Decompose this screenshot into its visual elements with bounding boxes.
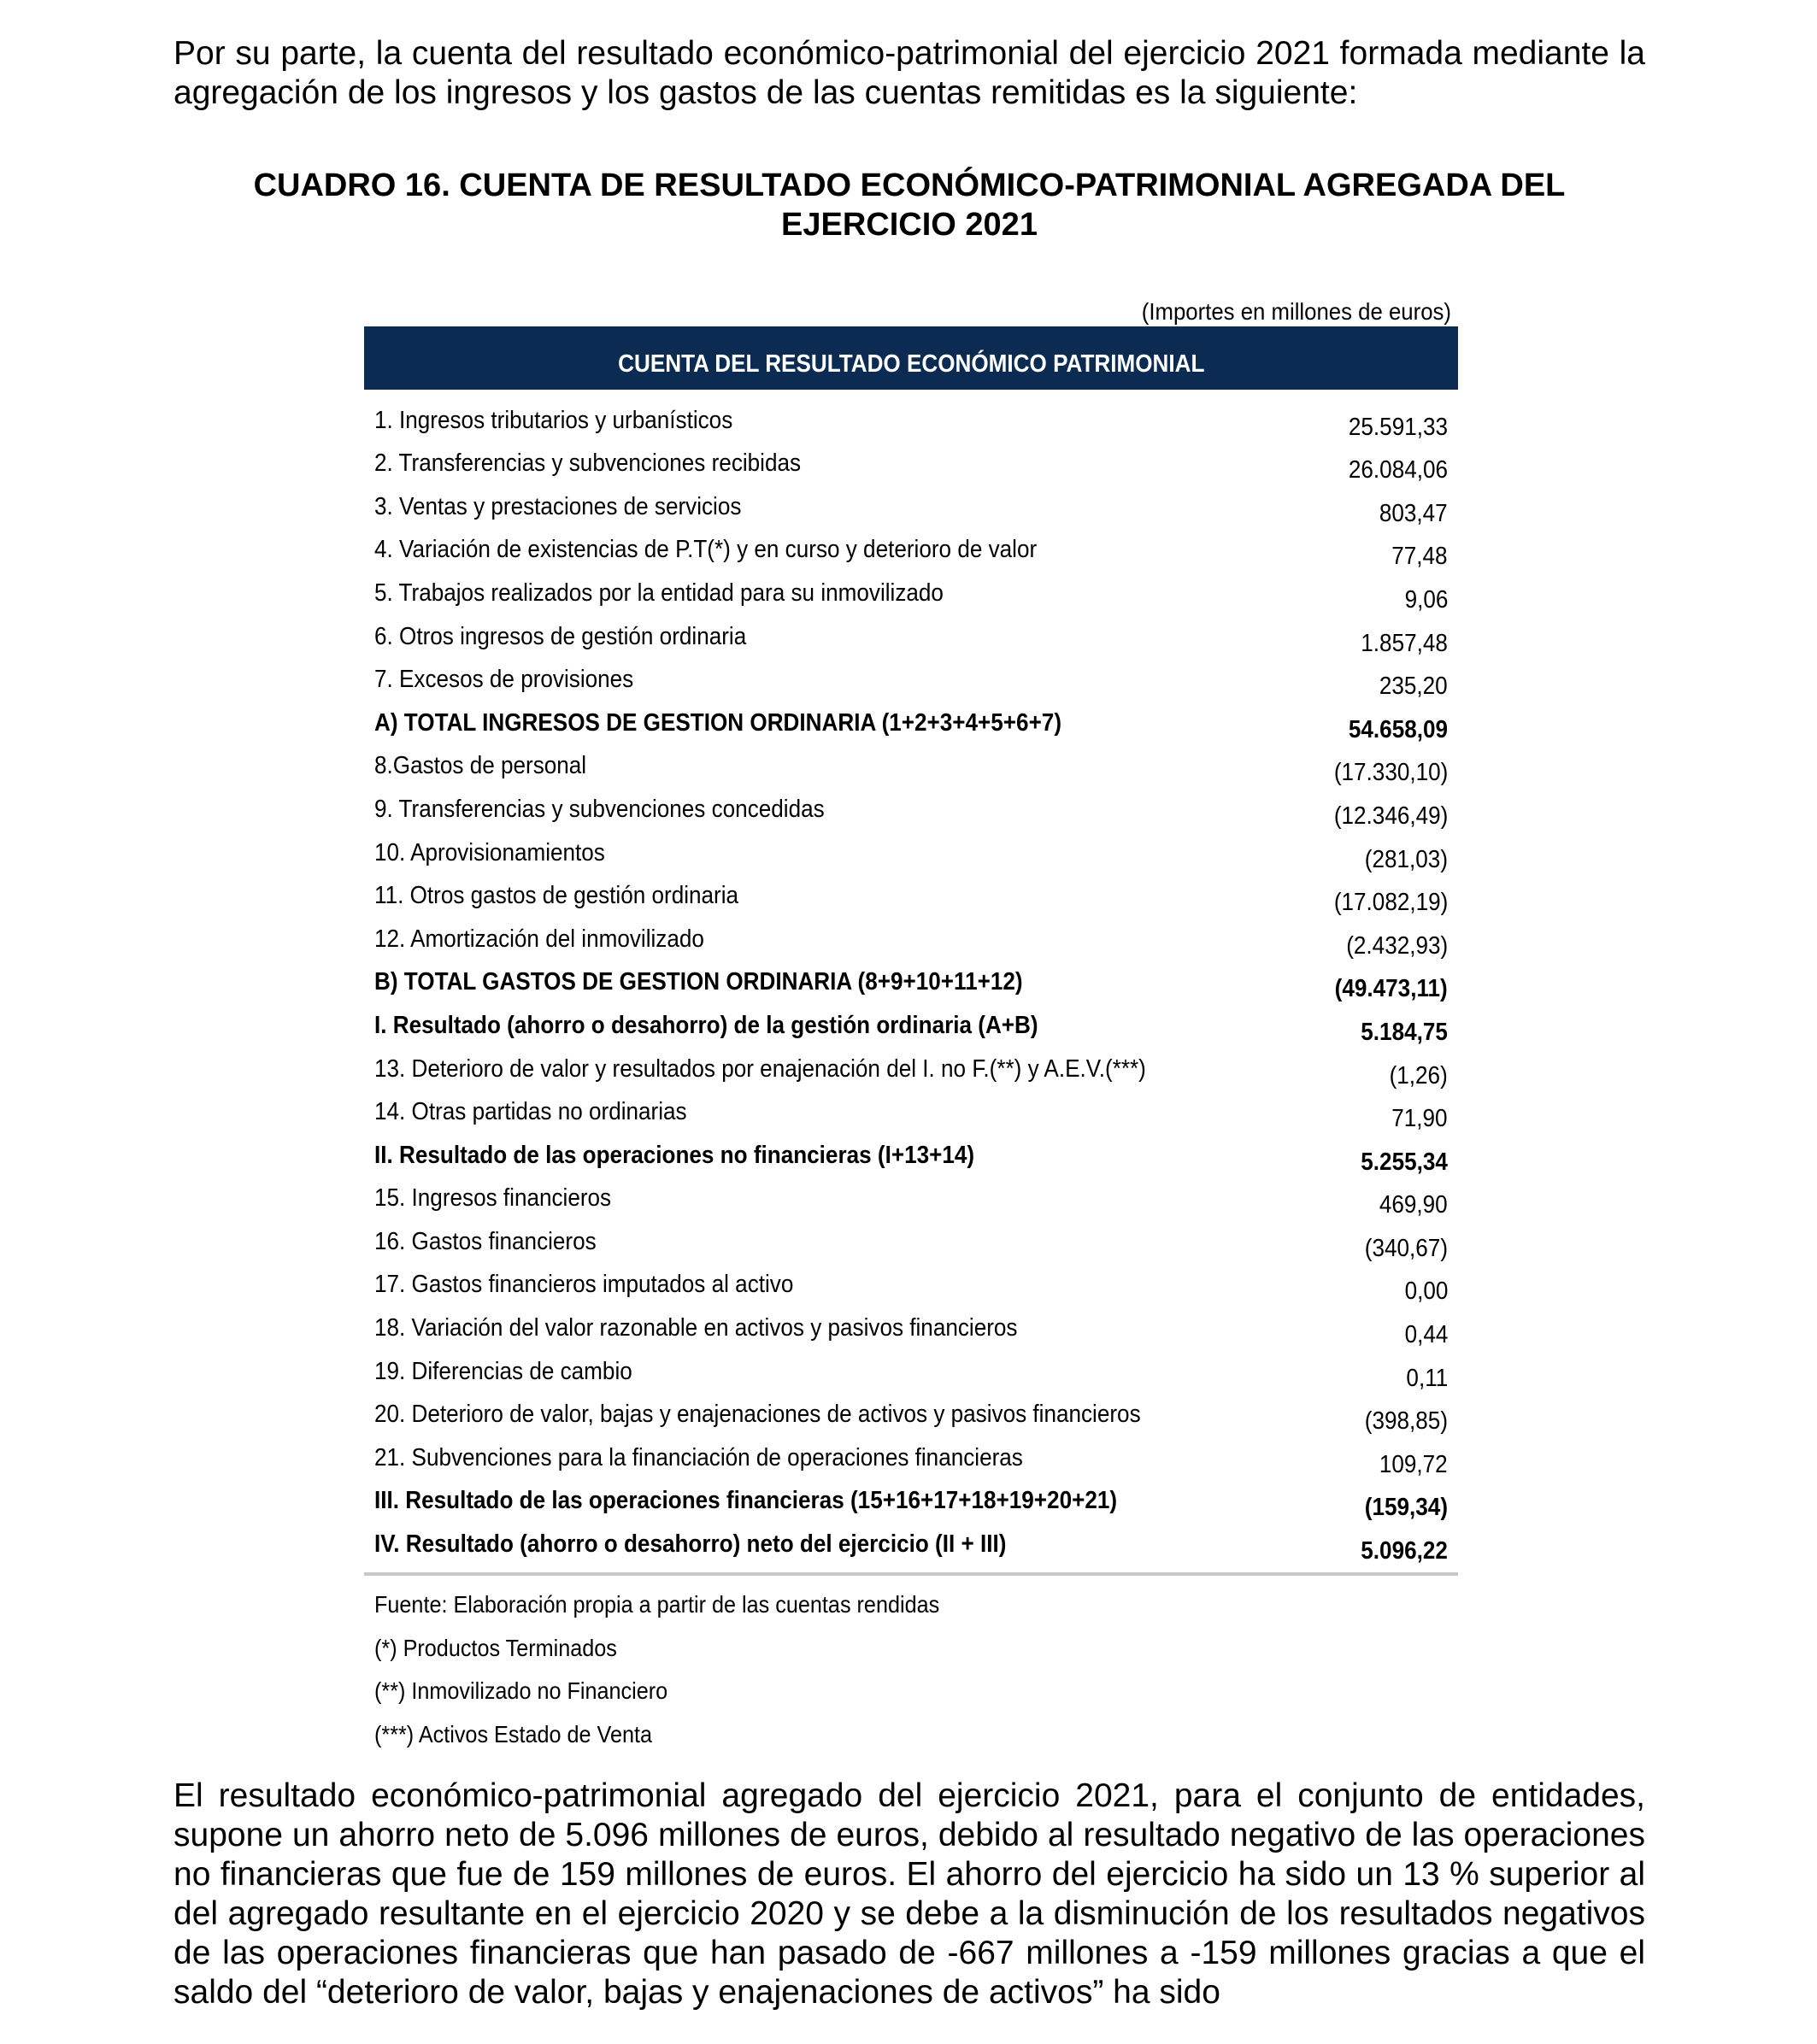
row-label: 14. Otras partidas no ordinarias — [374, 1098, 687, 1126]
row-value: (49.473,11) — [1334, 975, 1448, 1003]
row-label: II. Resultado de las operaciones no financieras (I+13+14) — [374, 1141, 975, 1169]
table-row — [364, 616, 1458, 660]
row-value: (398,85) — [1364, 1407, 1448, 1436]
table-caption — [173, 166, 1645, 244]
table-row — [364, 1178, 1458, 1222]
row-label: 5. Trabajos realizados por la entidad para su inmovilizado — [374, 579, 944, 607]
row-label: 15. Ingresos financieros — [374, 1184, 612, 1213]
row-label: 10. Aprovisionamientos — [374, 838, 605, 866]
table-header — [364, 326, 1458, 390]
table-total-row — [364, 1135, 1458, 1178]
caption-line-1: CUADRO 16. CUENTA DE RESULTADO ECONÓMICO-PATRIMONIAL AGREGADA DEL — [253, 167, 1566, 203]
row-label: 16. Gastos financieros — [374, 1227, 597, 1255]
table-row — [364, 1221, 1458, 1265]
row-value: 54.658,09 — [1348, 715, 1448, 743]
row-label: 18. Variación del valor razonable en activos y pasivos financieros — [374, 1314, 1018, 1342]
table-row — [364, 1048, 1458, 1092]
note-text: (*) Productos Terminados — [374, 1634, 617, 1661]
row-value: (159,34) — [1364, 1494, 1448, 1522]
table-total-row — [364, 702, 1458, 746]
table-notes — [364, 1588, 1458, 1760]
row-label: 6. Otros ingresos de gestión ordinaria — [374, 622, 747, 650]
table-row — [364, 1092, 1458, 1136]
footnote — [374, 1674, 1458, 1718]
table-row — [364, 1437, 1458, 1481]
row-value: 0,44 — [1404, 1321, 1448, 1349]
row-label: 17. Gastos financieros imputados al activo — [374, 1271, 794, 1299]
row-value: 1.857,48 — [1361, 629, 1448, 657]
row-label: 8.Gastos de personal — [374, 752, 587, 780]
income-statement-table — [364, 326, 1458, 1760]
row-label: A) TOTAL INGRESOS DE GESTION ORDINARIA (1+2+3+4+5+6+7) — [374, 708, 1062, 737]
table-row — [364, 1265, 1458, 1308]
row-value: 803,47 — [1379, 499, 1448, 527]
row-label: 3. Ventas y prestaciones de servicios — [374, 492, 742, 520]
table-row — [364, 1307, 1458, 1351]
row-label: 11. Otros gastos de gestión ordinaria — [374, 882, 739, 910]
table-row — [364, 486, 1458, 530]
row-label: III. Resultado de las operaciones financieras (15+16+17+18+19+20+21) — [374, 1487, 1118, 1515]
table-body — [364, 400, 1458, 1576]
table-total-row — [364, 1481, 1458, 1524]
table-row — [364, 876, 1458, 919]
row-value: 5.096,22 — [1361, 1537, 1448, 1565]
row-label: 2. Transferencias y subvenciones recibidas — [374, 449, 802, 478]
row-label: B) TOTAL GASTOS DE GESTION ORDINARIA (8+9+10+11+12) — [374, 968, 1023, 996]
row-label: 7. Excesos de provisiones — [374, 666, 634, 694]
row-value: (340,67) — [1364, 1234, 1448, 1262]
row-value: 469,90 — [1379, 1191, 1448, 1219]
row-label: 12. Amortización del inmovilizado — [374, 925, 704, 953]
source-note — [374, 1588, 1458, 1631]
table-row — [364, 400, 1458, 443]
row-value: 0,11 — [1406, 1364, 1448, 1392]
row-value: 0,00 — [1404, 1278, 1448, 1306]
outro-paragraph: El resultado económico-patrimonial agregado del ejercicio 2021, para el conjunto de entidades, supone un ahorro neto de 5.096 millones de euros, debido al resultado negativo de las operaciones no financieras que fue de 159 millones de euros. El ahorro del ejercicio ha sido un 13 % superior al del agregado resultante en el ejercicio 2020 y se debe a la disminución de los resultados negativos de las operaciones financieras que han pasado de -667 millones a -159 millones gracias a que el saldo del “deterioro de valor, bajas y enajenaciones de activos” ha sido — [173, 1777, 1645, 2011]
row-value: 25.591,33 — [1348, 413, 1448, 441]
row-label: 9. Transferencias y subvenciones concedidas — [374, 795, 825, 823]
table-header-label: CUENTA DEL RESULTADO ECONÓMICO PATRIMONIAL — [617, 349, 1205, 378]
table-total-row — [364, 1524, 1458, 1567]
intro-paragraph: Por su parte, la cuenta del resultado económico-patrimonial del ejercicio 2021 formada mediante la agregación de los ingresos y los gastos de las cuentas remitidas es la siguiente: — [173, 35, 1645, 111]
note-text: (***) Activos Estado de Venta — [374, 1720, 652, 1747]
row-label: 21. Subvenciones para la financiación de operaciones financieras — [374, 1443, 1023, 1471]
note-text: Fuente: Elaboración propia a partir de las cuentas rendidas — [374, 1591, 940, 1618]
caption-line-2: EJERCICIO 2021 — [781, 207, 1038, 243]
note-text: (**) Inmovilizado no Financiero — [374, 1677, 668, 1705]
row-value: 77,48 — [1391, 543, 1448, 571]
row-value: 5.255,34 — [1361, 1148, 1448, 1176]
row-value: (2.432,93) — [1346, 931, 1448, 960]
footnote — [374, 1631, 1458, 1675]
row-value: (12.346,49) — [1333, 802, 1448, 830]
row-value: (17.330,10) — [1333, 759, 1448, 787]
table-row — [364, 573, 1458, 616]
row-label: 20. Deterioro de valor, bajas y enajenaciones de activos y pasivos financieros — [374, 1401, 1141, 1429]
table-total-row — [364, 962, 1458, 1006]
table-row — [364, 1395, 1458, 1438]
table-total-row — [364, 1005, 1458, 1048]
row-label: 1. Ingresos tributarios y urbanísticos — [374, 406, 733, 434]
row-value: (17.082,19) — [1333, 889, 1448, 917]
table-row — [364, 530, 1458, 573]
row-value: (281,03) — [1364, 845, 1448, 873]
row-value: 109,72 — [1379, 1450, 1448, 1478]
table-row — [364, 1351, 1458, 1395]
row-value: 71,90 — [1391, 1105, 1448, 1133]
row-value: (1,26) — [1389, 1061, 1448, 1090]
table-row — [364, 660, 1458, 703]
table-row — [364, 746, 1458, 790]
row-value: 235,20 — [1379, 673, 1448, 701]
footnote — [374, 1718, 1458, 1761]
table-row — [364, 443, 1458, 487]
units-note: (Importes en millones de euros) — [1141, 298, 1451, 325]
row-label: 13. Deterioro de valor y resultados por enajenación del I. no F.(**) y A.E.V.(***) — [374, 1054, 1146, 1083]
row-label: 4. Variación de existencias de P.T(*) y en curso y deterioro de valor — [374, 536, 1038, 564]
row-label: IV. Resultado (ahorro o desahorro) neto del ejercicio (II + III) — [374, 1530, 1007, 1559]
row-label: I. Resultado (ahorro o desahorro) de la gestión ordinaria (A+B) — [374, 1011, 1038, 1039]
table-row — [364, 919, 1458, 962]
row-value: 5.184,75 — [1361, 1018, 1448, 1046]
row-value: 9,06 — [1404, 585, 1448, 614]
table-row — [364, 789, 1458, 832]
row-label: 19. Diferencias de cambio — [374, 1357, 632, 1385]
table-row — [364, 832, 1458, 876]
row-value: 26.084,06 — [1348, 456, 1448, 485]
